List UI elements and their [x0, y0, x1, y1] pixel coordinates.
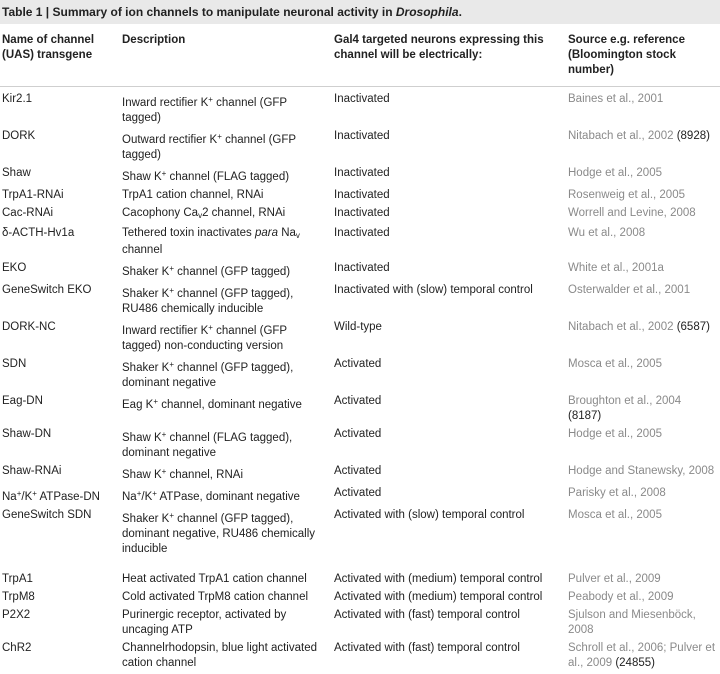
- source-reference: Parisky et al., 2008: [568, 487, 666, 499]
- channel-source: [566, 464, 720, 486]
- channel-name: SDN: [0, 357, 120, 394]
- source-reference: Mosca et al., 2005: [568, 358, 662, 370]
- channel-source: [566, 486, 720, 508]
- channel-source: [566, 129, 720, 166]
- channel-description: Eag K+ channel, dominant negative: [120, 394, 332, 427]
- channel-description: Cacophony $Ca_v2$ channel, RNAi: [120, 206, 332, 226]
- channel-name: Kir2.1: [0, 87, 120, 130]
- source-reference: Wu et al., 2008: [568, 227, 645, 239]
- header-description: Description: [120, 24, 332, 87]
- channel-description: Shaw K+ channel (FLAG tagged): [120, 166, 332, 188]
- channel-name: Cac-RNAi: [0, 206, 120, 226]
- table-row: [0, 608, 720, 641]
- source-reference: Pulver et al., 2009: [568, 573, 661, 585]
- channel-source: [566, 87, 720, 130]
- table-row: [0, 464, 720, 486]
- table-row: [0, 188, 720, 206]
- channel-description: Shaw K+ channel (FLAG tagged), dominant negative: [120, 427, 332, 464]
- table-row: [0, 486, 720, 508]
- table-row: [0, 508, 720, 560]
- channel-source: [566, 166, 720, 188]
- channel-description: Outward rectifier K+ channel (GFP tagged): [120, 129, 332, 166]
- channel-name: Eag-DN: [0, 394, 120, 427]
- channel-effect: Activated with (fast) temporal control: [332, 608, 566, 641]
- channel-name: EKO: [0, 261, 120, 283]
- channel-effect: Activated with (fast) temporal control: [332, 641, 566, 674]
- channel-source: [566, 508, 720, 560]
- source-reference: Osterwalder et al., 2001: [568, 284, 690, 296]
- header-row: [0, 24, 720, 87]
- stock-number: (24855): [615, 657, 655, 669]
- source-reference: Hodge et al., 2005: [568, 428, 662, 440]
- channel-source: [566, 226, 720, 261]
- channel-name: GeneSwitch EKO: [0, 283, 120, 320]
- source-reference: Nitabach et al., 2002: [568, 130, 674, 142]
- table-row: [0, 560, 720, 590]
- table-title-suffix: .: [459, 5, 462, 19]
- channel-description: Na+/K+ ATPase, dominant negative: [120, 486, 332, 508]
- source-reference: Nitabach et al., 2002: [568, 321, 674, 333]
- table-body: [0, 87, 720, 674]
- source-reference: White et al., 2001a: [568, 262, 664, 274]
- channel-source: [566, 641, 720, 674]
- channel-name: TrpA1-RNAi: [0, 188, 120, 206]
- channel-effect: Activated: [332, 486, 566, 508]
- source-reference: Sjulson and Miesenböck, 2008: [568, 609, 696, 636]
- channel-description: Shaw K+ channel, RNAi: [120, 464, 332, 486]
- channel-name: P2X2: [0, 608, 120, 641]
- source-reference: Schroll et al., 2006; Pulver et al., 2009: [568, 642, 715, 669]
- channel-effect: Inactivated: [332, 226, 566, 261]
- channel-name: Na+/K+ ATPase-DN: [0, 486, 120, 508]
- channel-description: TrpA1 cation channel, RNAi: [120, 188, 332, 206]
- stock-number: (6587): [677, 321, 710, 333]
- channel-effect: Activated: [332, 394, 566, 427]
- channel-description: Heat activated TrpA1 cation channel: [120, 560, 332, 590]
- table-row: [0, 261, 720, 283]
- table-row: [0, 206, 720, 226]
- channel-description: Cold activated TrpM8 cation channel: [120, 590, 332, 608]
- table-row: [0, 226, 720, 261]
- channel-description: Tethered toxin inactivates para $Na_v$ channel: [120, 226, 332, 261]
- source-reference: Hodge and Stanewsky, 2008: [568, 465, 714, 477]
- source-reference: Worrell and Levine, 2008: [568, 207, 696, 219]
- channel-effect: Inactivated: [332, 206, 566, 226]
- table-row: [0, 87, 720, 130]
- source-reference: Mosca et al., 2005: [568, 509, 662, 521]
- channel-source: [566, 206, 720, 226]
- table-row: [0, 283, 720, 320]
- channel-effect: Activated with (medium) temporal control: [332, 590, 566, 608]
- table-row: [0, 641, 720, 674]
- channel-name: Shaw: [0, 166, 120, 188]
- channel-name: Shaw-DN: [0, 427, 120, 464]
- channel-effect: Inactivated: [332, 129, 566, 166]
- channel-source: [566, 188, 720, 206]
- channel-description: Purinergic receptor, activated by uncaging ATP: [120, 608, 332, 641]
- source-reference: Peabody et al., 2009: [568, 591, 674, 603]
- source-reference: Rosenweig et al., 2005: [568, 189, 685, 201]
- channel-description: Channelrhodopsin, blue light activated cation channel: [120, 641, 332, 674]
- channel-name: DORK: [0, 129, 120, 166]
- header-source: Source e.g. reference (Bloomington stock number): [566, 24, 720, 87]
- table-row: [0, 590, 720, 608]
- channel-effect: Activated with (medium) temporal control: [332, 560, 566, 590]
- channel-name: TrpM8: [0, 590, 120, 608]
- channel-effect: Wild-type: [332, 320, 566, 357]
- channel-source: [566, 590, 720, 608]
- channel-effect: Inactivated: [332, 188, 566, 206]
- channel-effect: Inactivated: [332, 87, 566, 130]
- channel-source: [566, 560, 720, 590]
- header-effect: Gal4 targeted neurons expressing this channel will be electrically:: [332, 24, 566, 87]
- table-row: [0, 320, 720, 357]
- table-row: [0, 357, 720, 394]
- table-row: [0, 129, 720, 166]
- channel-name: TrpA1: [0, 560, 120, 590]
- table-row: [0, 427, 720, 464]
- channel-source: [566, 394, 720, 427]
- channel-description: Shaker K+ channel (GFP tagged), dominant negative: [120, 357, 332, 394]
- channel-source: [566, 283, 720, 320]
- table-row: [0, 394, 720, 427]
- stock-number: (8928): [677, 130, 710, 142]
- channel-effect: Inactivated with (slow) temporal control: [332, 283, 566, 320]
- table-title: [0, 0, 720, 24]
- channel-effect: Activated with (slow) temporal control: [332, 508, 566, 560]
- source-reference: Hodge et al., 2005: [568, 167, 662, 179]
- channel-source: [566, 608, 720, 641]
- channel-effect: Activated: [332, 357, 566, 394]
- channel-effect: Inactivated: [332, 166, 566, 188]
- channel-source: [566, 320, 720, 357]
- channel-source: [566, 357, 720, 394]
- channel-source: [566, 427, 720, 464]
- channel-effect: Activated: [332, 427, 566, 464]
- channel-source: [566, 261, 720, 283]
- header-name: Name of channel (UAS) transgene: [0, 24, 120, 87]
- stock-number: (8187): [568, 410, 601, 422]
- channel-description: Shaker K+ channel (GFP tagged): [120, 261, 332, 283]
- channel-description: Inward rectifier K+ channel (GFP tagged) non-conducting version: [120, 320, 332, 357]
- table-title-organism: Drosophila: [396, 5, 459, 19]
- source-reference: Broughton et al., 2004: [568, 395, 681, 407]
- channel-name: δ-ACTH-Hv1a: [0, 226, 120, 261]
- table-title-prefix: Table 1 | Summary of ion channels to manipulate neuronal activity in: [2, 5, 396, 19]
- source-reference: Baines et al., 2001: [568, 93, 663, 105]
- channel-description: Shaker K+ channel (GFP tagged), RU486 chemically inducible: [120, 283, 332, 320]
- channel-name: DORK-NC: [0, 320, 120, 357]
- table-row: [0, 166, 720, 188]
- channel-name: GeneSwitch SDN: [0, 508, 120, 560]
- channel-description: Inward rectifier K+ channel (GFP tagged): [120, 87, 332, 130]
- channel-effect: Activated: [332, 464, 566, 486]
- channel-description: Shaker K+ channel (GFP tagged), dominant negative, RU486 chemically inducible: [120, 508, 332, 560]
- channel-name: ChR2: [0, 641, 120, 674]
- channel-name: Shaw-RNAi: [0, 464, 120, 486]
- channel-effect: Inactivated: [332, 261, 566, 283]
